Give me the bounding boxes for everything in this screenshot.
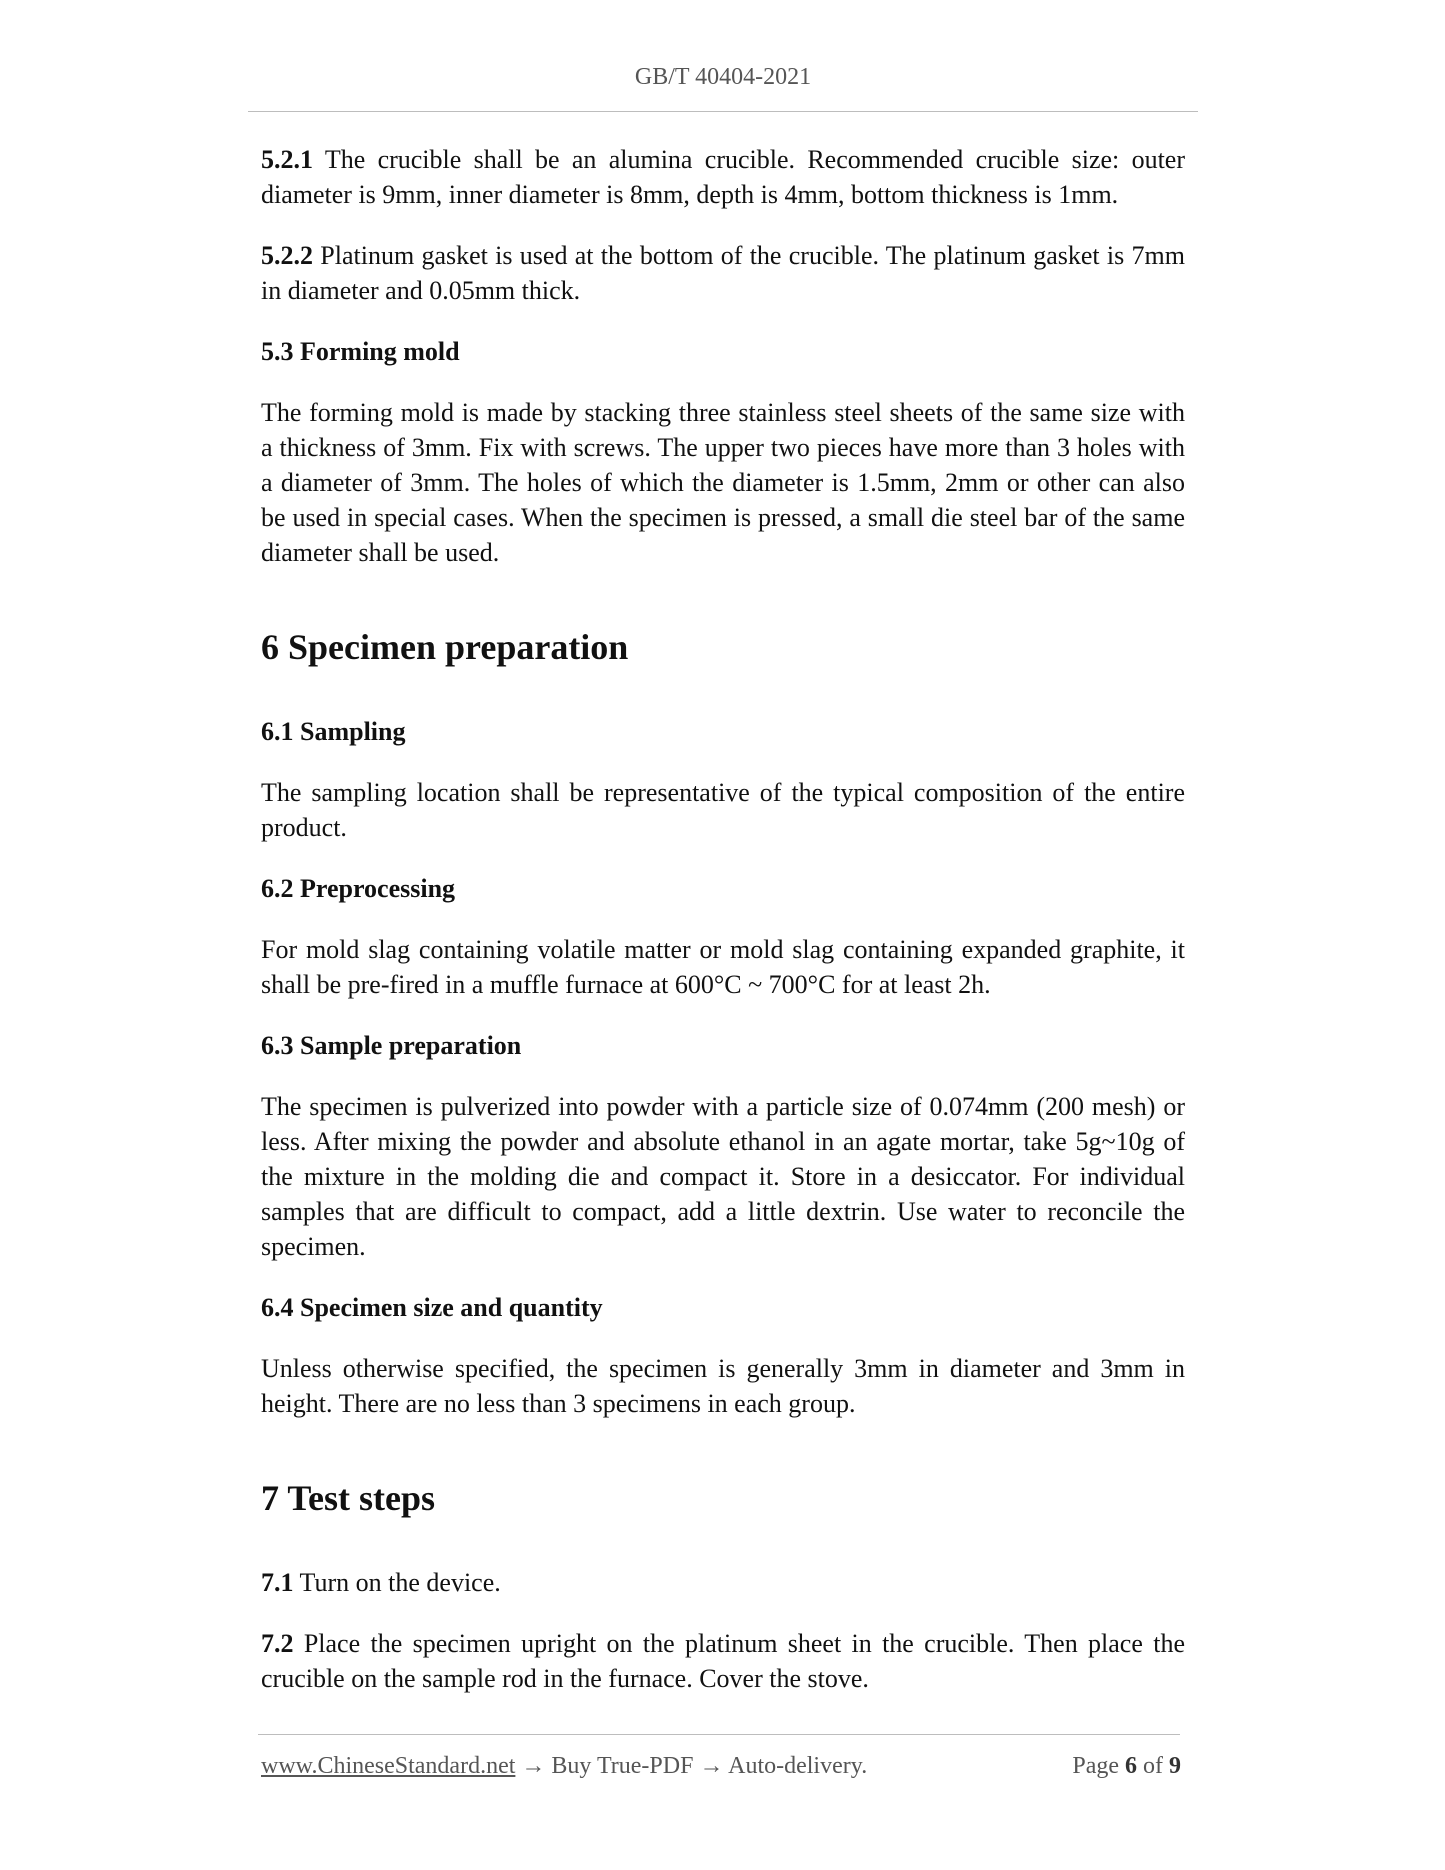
clause-text: Turn on the device. — [293, 1568, 501, 1597]
site-link[interactable]: www.ChineseStandard.net — [261, 1753, 516, 1779]
clause-5-2-1 — [261, 142, 1185, 212]
heading-6-1: 6.1 Sampling — [261, 717, 406, 746]
document-body — [261, 142, 1185, 1696]
heading-6-2: 6.2 Preprocessing — [261, 874, 456, 903]
clause-text: The crucible shall be an alumina crucible. Recommended crucible size: outer diameter is 9mm, inner diameter is 8mm, depth is 4mm, bottom thickness is 1mm. — [261, 145, 1185, 209]
clause-number: 5.2.2 — [261, 241, 313, 270]
heading-5-3: 5.3 Forming mold — [261, 337, 460, 366]
clause-text: Platinum gasket is used at the bottom of the crucible. The platinum gasket is 7mm in diameter and 0.05mm thick. — [261, 241, 1185, 305]
paragraph-5-3: The forming mold is made by stacking three stainless steel sheets of the same size with a thickness of 3mm. Fix with screws. The upper two pieces have more than 3 holes with a diameter of 3mm. The holes of which the diameter is 1.5mm, 2mm or other can also be used in special cases. When the specimen is pressed, a small die steel bar of the same diameter shall be used. — [261, 398, 1185, 567]
page-indicator — [1072, 1750, 1181, 1782]
heading-6-3: 6.3 Sample preparation — [261, 1031, 522, 1060]
footer-divider — [258, 1734, 1180, 1735]
clause-number: 7.1 — [261, 1568, 294, 1597]
page-label: Page — [1072, 1753, 1125, 1779]
paragraph-6-4: Unless otherwise specified, the specimen is generally 3mm in diameter and 3mm in height. There are no less than 3 specimens in each group. — [261, 1354, 1185, 1418]
page-total: 9 — [1169, 1753, 1181, 1779]
page-of: of — [1137, 1753, 1169, 1779]
paragraph-6-3: The specimen is pulverized into powder with a particle size of 0.074mm (200 mesh) or less. After mixing the powder and absolute ethanol in an agate mortar, take 5g~10g of the mixture in the molding die and compact it. Store in a desiccator. For individual samples that are difficult to compact, add a little dextrin. Use water to reconcile the specimen. — [261, 1092, 1185, 1261]
paragraph-6-2: For mold slag containing volatile matter or mold slag containing expanded graphite, it shall be pre-fired in a muffle furnace at 600°C ~ 700°C for at least 2h. — [261, 935, 1185, 999]
footer-tagline: → Buy True-PDF → Auto-delivery. — [515, 1753, 868, 1779]
clause-7-2 — [261, 1626, 1185, 1696]
clause-number: 5.2.1 — [261, 145, 313, 174]
heading-7: 7 Test steps — [261, 1478, 436, 1518]
page-current: 6 — [1125, 1753, 1137, 1779]
heading-6: 6 Specimen preparation — [261, 627, 629, 667]
clause-7-1 — [261, 1565, 1185, 1600]
clause-number: 7.2 — [261, 1629, 294, 1658]
clause-5-2-2 — [261, 238, 1185, 308]
header-divider — [248, 111, 1198, 112]
page-header: GB/T 40404-2021 — [634, 64, 812, 90]
paragraph-6-1: The sampling location shall be representative of the typical composition of the entire product. — [261, 778, 1185, 842]
clause-text: Place the specimen upright on the platinum sheet in the crucible. Then place the crucible on the sample rod in the furnace. Cover the stove. — [261, 1629, 1185, 1693]
page-footer — [261, 1750, 1181, 1782]
heading-6-4: 6.4 Specimen size and quantity — [261, 1293, 603, 1322]
